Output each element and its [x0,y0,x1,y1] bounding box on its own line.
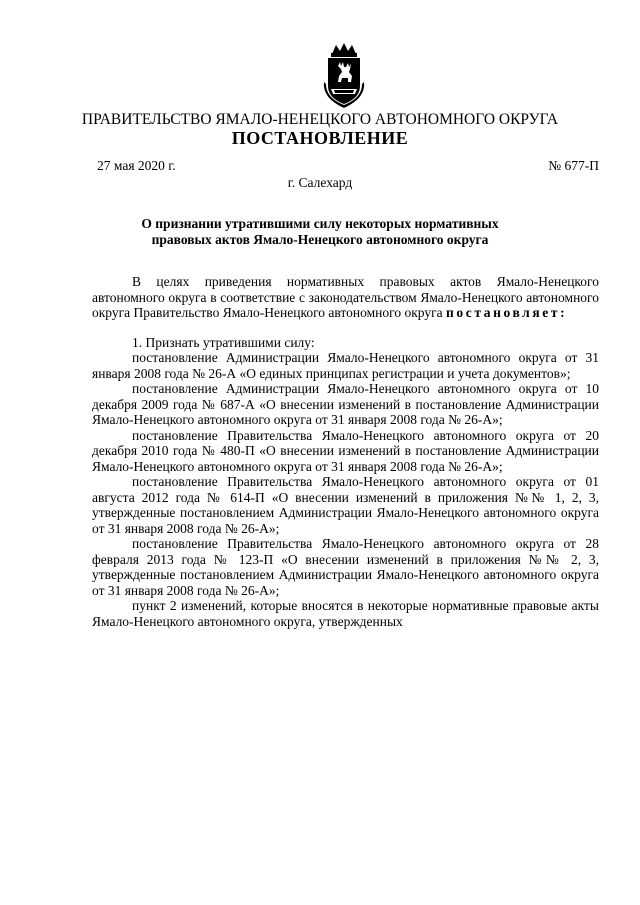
list-item: постановление Правительства Ямало-Ненецкого автономного округа от 01 августа 2012 года № 614-П «О внесении изменений в приложения №№ 1, 2, 3, утвержденные постановлением Администрации Ямало-Ненецкого автономного округа от 31 января 2008 года № 26-А»; [92,474,599,536]
title-line: О признании утратившими силу некоторых нормативных [141,216,499,231]
item-heading: 1. Признать утратившими силу: [132,334,315,350]
document-type: ПОСТАНОВЛЕНИЕ [231,128,409,148]
intro-text: В целях приведения нормативных правовых актов Ямало-Ненецкого автономного округа в соответствие с законодательством Ямало-Ненецкого автономного округа Правительство Ямало-Ненецкого автономного округа [92,274,599,320]
document-date: 27 мая 2020 г. [97,158,176,173]
title-line: правовых актов Ямало-Ненецкого автономного округа [151,232,489,247]
document-number: № 677-П [548,158,599,173]
list-item: пункт 2 изменений, которые вносятся в некоторые нормативные правовые акты Ямало-Ненецкого автономного округа, утвержденных [92,598,599,629]
list-item: постановление Администрации Ямало-Ненецкого автономного округа от 31 января 2008 года № 26-А «О единых принципах регистрации и учета документов»; [92,350,599,381]
intro-paragraph [92,274,599,321]
decree-word: постановляет: [446,305,568,320]
document-city: г. Салехард [287,175,353,190]
list-item: постановление Администрации Ямало-Ненецкого автономного округа от 10 декабря 2009 года № 687-А «О внесении изменений в постановление Администрации Ямало-Ненецкого автономного округа от 31 января 2008 года № 26-А»; [92,381,599,427]
list-item: постановление Правительства Ямало-Ненецкого автономного округа от 20 декабря 2010 года № 480-П «О внесении изменений в постановление Администрации Ямало-Ненецкого автономного округа от 31 января 2008 года № 26-А»; [92,427,599,474]
list-item: постановление Правительства Ямало-Ненецкого автономного округа от 28 февраля 2013 года № 123-П «О внесении изменений в приложения №№ 2, 3, утвержденные постановлением Администрации Ямало-Ненецкого автономного округа от 31 января 2008 года № 26-А»; [92,536,599,598]
organization-name: ПРАВИТЕЛЬСТВО ЯМАЛО-НЕНЕЦКОГО АВТОНОМНОГО ОКРУГА [81,111,559,128]
document-title [100,216,540,248]
yamal-coat-of-arms-icon [318,42,370,110]
document-body [92,274,599,629]
